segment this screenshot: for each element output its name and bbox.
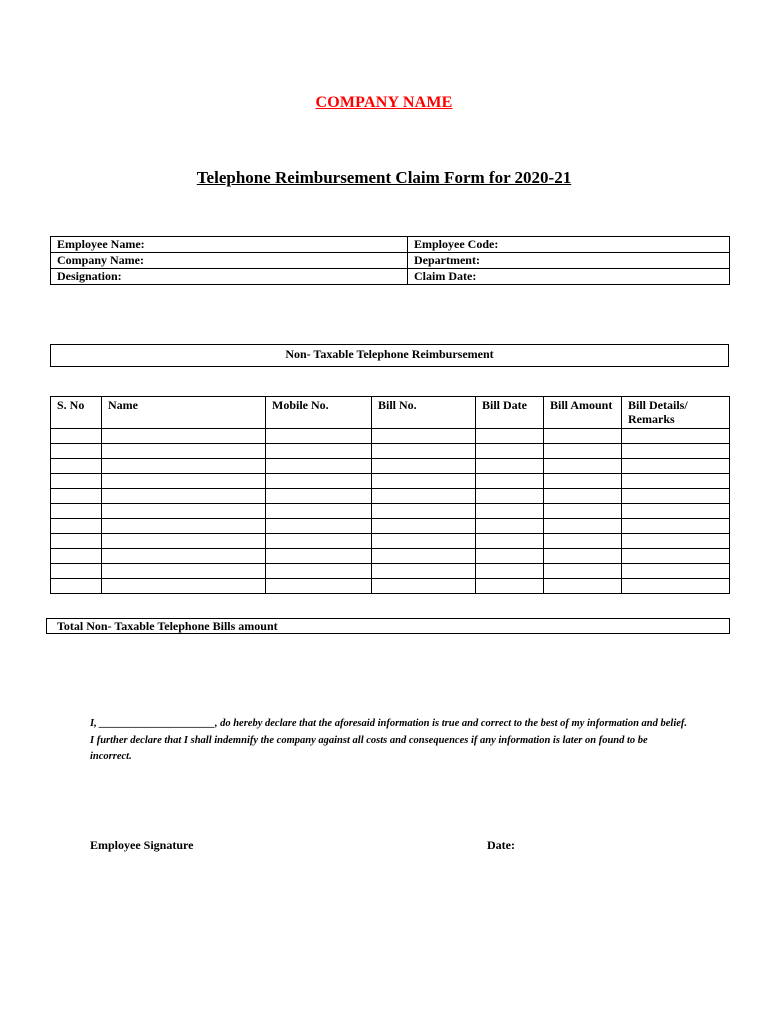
info-row [51, 269, 730, 285]
table-cell [372, 444, 476, 459]
table-cell [266, 549, 372, 564]
table-row [51, 444, 730, 459]
table-cell [476, 534, 544, 549]
table-cell [544, 459, 622, 474]
table-cell [544, 474, 622, 489]
table-cell [544, 579, 622, 594]
table-cell [51, 489, 102, 504]
company-name-label: Company Name: [51, 253, 408, 269]
designation-label: Designation: [51, 269, 408, 285]
table-cell [544, 444, 622, 459]
table-cell [476, 429, 544, 444]
table-cell [266, 459, 372, 474]
table-cell [102, 474, 266, 489]
table-row [51, 429, 730, 444]
table-cell [51, 564, 102, 579]
table-cell [102, 444, 266, 459]
table-cell [51, 474, 102, 489]
table-cell [102, 579, 266, 594]
table-cell [372, 429, 476, 444]
table-row [51, 579, 730, 594]
table-cell [372, 534, 476, 549]
section-title: Non- Taxable Telephone Reimbursement [50, 344, 729, 367]
table-cell [622, 519, 730, 534]
employee-code-label: Employee Code: [408, 237, 730, 253]
table-cell [476, 489, 544, 504]
employee-name-label: Employee Name: [51, 237, 408, 253]
column-header-name: Name [102, 397, 266, 429]
table-cell [544, 534, 622, 549]
table-cell [372, 579, 476, 594]
table-row [51, 519, 730, 534]
column-header-bill-date: Bill Date [476, 397, 544, 429]
table-cell [372, 489, 476, 504]
claims-header-row [51, 397, 730, 429]
table-cell [51, 519, 102, 534]
table-cell [51, 429, 102, 444]
claim-date-label: Claim Date: [408, 269, 730, 285]
table-cell [51, 459, 102, 474]
signature-date-label: Date: [487, 838, 515, 852]
table-cell [476, 519, 544, 534]
claims-body [51, 429, 730, 594]
table-cell [372, 519, 476, 534]
table-cell [544, 429, 622, 444]
table-cell [622, 504, 730, 519]
table-cell [372, 474, 476, 489]
table-cell [266, 489, 372, 504]
table-cell [622, 459, 730, 474]
table-cell [102, 564, 266, 579]
table-cell [102, 534, 266, 549]
table-cell [372, 564, 476, 579]
table-row [51, 489, 730, 504]
table-cell [622, 474, 730, 489]
column-header-sno: S. No [51, 397, 102, 429]
column-header-bill-no: Bill No. [372, 397, 476, 429]
table-cell [266, 564, 372, 579]
table-cell [266, 579, 372, 594]
table-cell [102, 549, 266, 564]
table-cell [102, 489, 266, 504]
column-header-remarks: Bill Details/ Remarks [622, 397, 730, 429]
info-row [51, 237, 730, 253]
table-cell [266, 429, 372, 444]
form-title: Telephone Reimbursement Claim Form for 2020-21 [196, 168, 572, 187]
table-cell [544, 519, 622, 534]
column-header-mobile: Mobile No. [266, 397, 372, 429]
table-cell [544, 504, 622, 519]
table-cell [622, 429, 730, 444]
table-cell [476, 549, 544, 564]
department-label: Department: [408, 253, 730, 269]
table-cell [544, 549, 622, 564]
table-cell [372, 459, 476, 474]
table-cell [51, 549, 102, 564]
table-cell [622, 564, 730, 579]
table-cell [372, 504, 476, 519]
table-cell [372, 549, 476, 564]
table-cell [266, 504, 372, 519]
table-cell [622, 534, 730, 549]
table-row [51, 564, 730, 579]
table-cell [622, 444, 730, 459]
info-row [51, 253, 730, 269]
table-cell [476, 564, 544, 579]
table-cell [51, 579, 102, 594]
employee-info-table [50, 236, 730, 285]
table-cell [266, 534, 372, 549]
table-row [51, 504, 730, 519]
table-cell [476, 444, 544, 459]
table-cell [51, 444, 102, 459]
table-cell [622, 579, 730, 594]
column-header-bill-amount: Bill Amount [544, 397, 622, 429]
table-cell [266, 519, 372, 534]
table-cell [102, 429, 266, 444]
table-cell [476, 579, 544, 594]
table-cell [476, 504, 544, 519]
table-cell [266, 444, 372, 459]
table-row [51, 549, 730, 564]
table-cell [51, 534, 102, 549]
table-cell [476, 474, 544, 489]
table-cell [51, 504, 102, 519]
table-cell [622, 549, 730, 564]
table-cell [102, 519, 266, 534]
table-cell [476, 459, 544, 474]
table-cell [544, 564, 622, 579]
table-cell [544, 489, 622, 504]
employee-signature-label: Employee Signature [90, 838, 194, 852]
table-row [51, 459, 730, 474]
table-cell [622, 489, 730, 504]
table-cell [266, 474, 372, 489]
claims-table [50, 396, 730, 594]
table-cell [102, 504, 266, 519]
table-row [51, 474, 730, 489]
table-row [51, 534, 730, 549]
company-name: COMPANY NAME [315, 94, 453, 111]
table-cell [102, 459, 266, 474]
declaration-text: I, ______________________, do hereby declare that the aforesaid information is true and correct to the best of my information and belief. I further declare that I shall indemnify the company against all costs and consequences if any information is later on found to be incorrect. [90, 718, 688, 762]
total-amount-row: Total Non- Taxable Telephone Bills amount [46, 618, 730, 634]
